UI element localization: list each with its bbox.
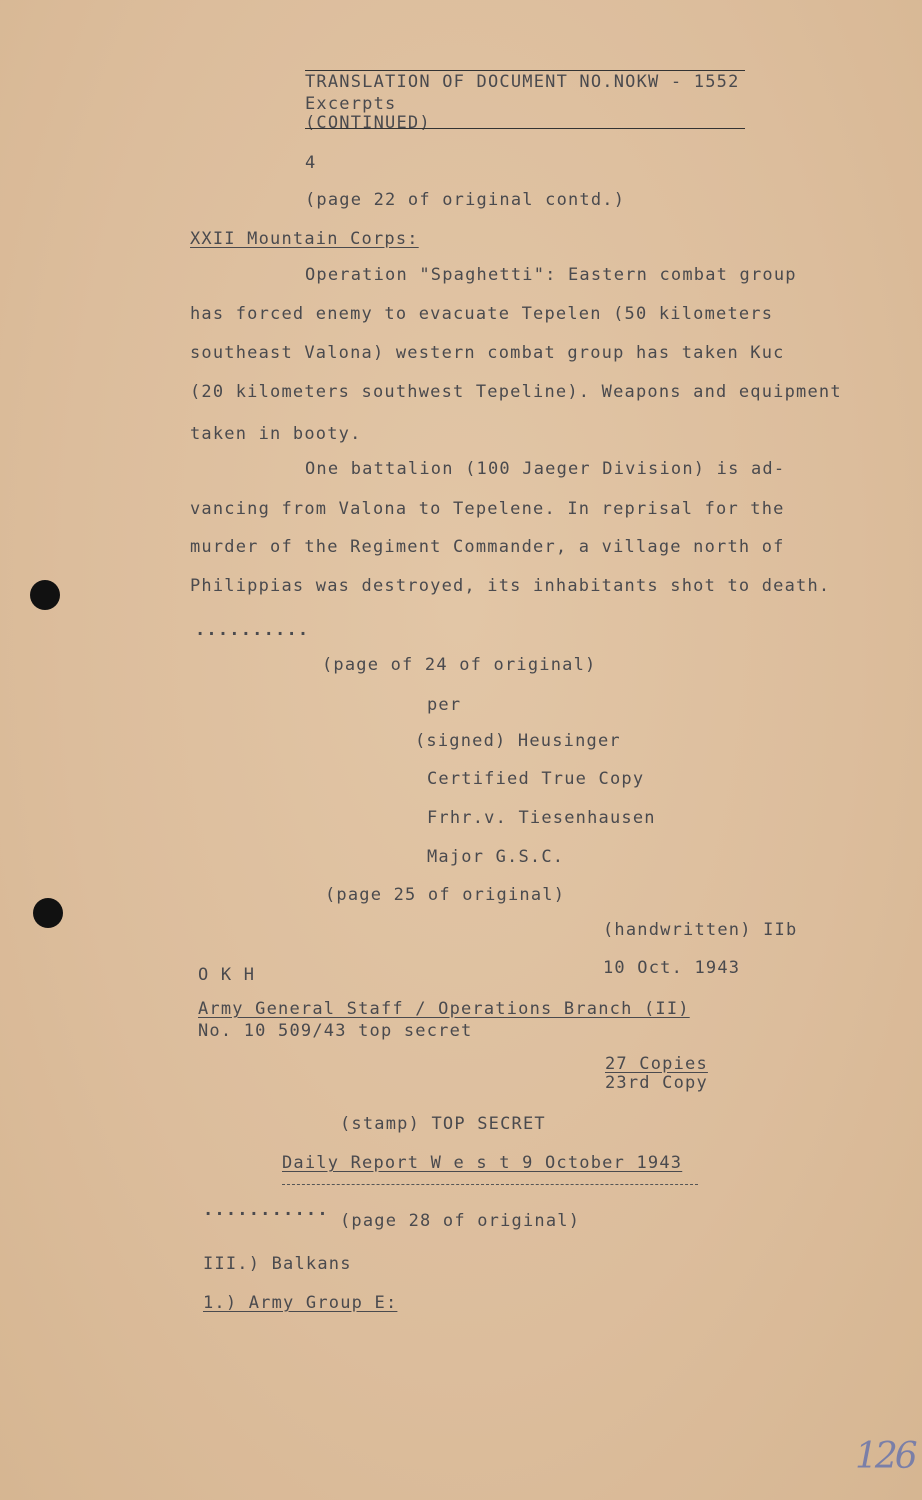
paragraph2-line: murder of the Regiment Commander, a village north of [190,537,785,557]
page28-note: (page 28 of original) [340,1211,581,1231]
continued-label: (CONTINUED) [305,113,431,133]
signed-label: (signed) Heusinger [415,731,621,751]
paragraph2-line: vancing from Valona to Tepelene. In reprisal for the [190,499,785,519]
daily-report-dashed-rule [282,1184,698,1185]
paragraph1-line: has forced enemy to evacuate Tepelen (50 kilometers [190,304,774,324]
section-number: 4 [305,153,317,173]
page22-note: (page 22 of original contd.) [305,190,626,210]
excerpts-label: Excerpts [305,94,397,114]
document-date: 10 Oct. 1943 [603,958,741,978]
copy-number: 23rd Copy [605,1073,708,1093]
certifier-name: Frhr.v. Tiesenhausen [427,808,656,828]
stamp-label: (stamp) TOP SECRET [340,1114,546,1134]
certifier-rank: Major G.S.C. [427,847,565,867]
per-label: per [427,695,462,715]
army-group-heading: 1.) Army Group E: [203,1293,398,1313]
okh-label: O K H [198,965,256,985]
page25-note: (page 25 of original) [325,885,566,905]
header-top-rule [305,70,745,71]
page24-note: (page of 24 of original) [322,655,597,675]
paragraph2-line: Philippias was destroyed, its inhabitants shot to death. [190,576,831,596]
punch-hole-bottom [33,898,63,928]
handwritten-note: (handwritten) IIb [603,920,798,940]
paragraph2-line: One battalion (100 Jaeger Division) is ad- [305,459,786,479]
paragraph1-line: (20 kilometers southwest Tepeline). Weapons and equipment [190,382,842,402]
header-bottom-rule [305,128,745,129]
balkans-heading: III.) Balkans [203,1254,352,1274]
paragraph1-line: Operation "Spaghetti": Eastern combat group [305,265,797,285]
copies-count: 27 Copies [605,1054,708,1074]
reference-number: No. 10 509/43 top secret [198,1021,473,1041]
handwritten-page-number: 126 [855,1436,915,1477]
ellipsis-separator: .......... [195,620,310,640]
certified-label: Certified True Copy [427,769,645,789]
document-title: TRANSLATION OF DOCUMENT NO.NOKW - 1552 [305,72,740,92]
punch-hole-top [30,580,60,610]
paragraph1-line: taken in booty. [190,424,362,444]
ellipsis-separator-2: ........... [203,1200,329,1220]
paragraph1-line: southeast Valona) western combat group has taken Kuc [190,343,785,363]
corps-heading: XXII Mountain Corps: [190,229,419,249]
daily-report-heading: Daily Report W e s t 9 October 1943 [282,1153,683,1173]
branch-label: Army General Staff / Operations Branch (II) [198,999,690,1019]
